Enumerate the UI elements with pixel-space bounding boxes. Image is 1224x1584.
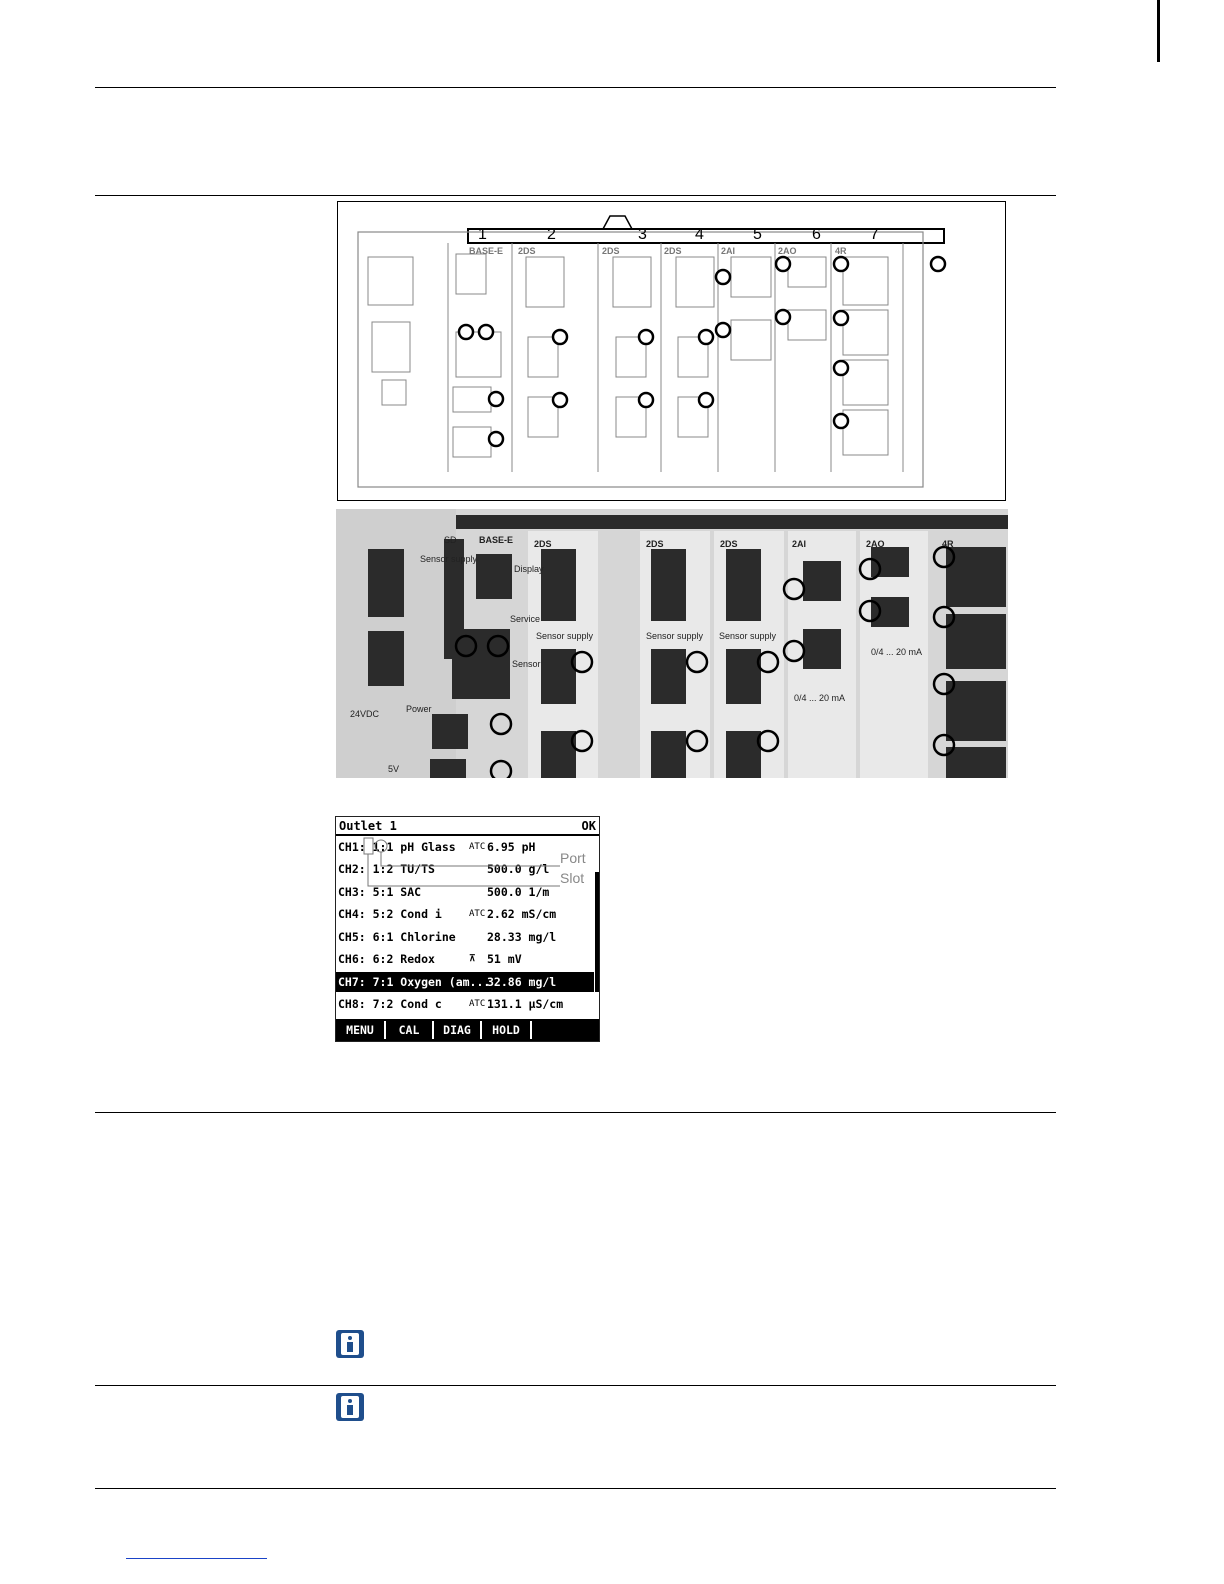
module-label: 2AO (778, 246, 797, 256)
module-label: 4R (835, 246, 847, 256)
atc-indicator: ATC (469, 909, 486, 919)
channel-label: CH6: 6:2 Redox (338, 952, 435, 966)
rule-line (95, 87, 1056, 88)
atc-indicator: ATC (469, 842, 486, 852)
module-label: 2DS (720, 539, 738, 549)
hold-icon: ⊼ (469, 954, 476, 964)
channel-label: CH8: 7:2 Cond c (338, 997, 442, 1011)
module-schematic (337, 201, 1006, 501)
sd-label: SD (444, 535, 457, 545)
ok-indicator: OK (581, 819, 596, 833)
atc-indicator: ATC (469, 999, 486, 1009)
photo-drawing (336, 509, 1008, 778)
base-module-label: BASE-E (479, 535, 514, 545)
module-label: 2DS (646, 539, 664, 549)
service-port-label: Service (510, 614, 541, 624)
channel-value: 500.0 1/m (487, 885, 550, 899)
channel-value: 131.1 µS/cm (487, 997, 564, 1011)
sensor-supply-label: Sensor supply (420, 554, 478, 564)
channel-label: CH5: 6:1 Chlorine (338, 930, 456, 944)
hold-softkey[interactable]: HOLD (492, 1023, 520, 1037)
slot-number: 2 (547, 226, 556, 243)
slot-number: 7 (870, 226, 879, 243)
channel-value: 28.33 mg/l (487, 930, 557, 944)
module-label: BASE-E (469, 246, 504, 256)
channel-value: 500.0 g/l (487, 862, 550, 876)
rule-line (95, 1112, 1056, 1113)
sensor-supply-label: Sensor supply (646, 631, 704, 641)
module-label: 2AI (792, 539, 807, 549)
slot-number: 1 (478, 226, 487, 243)
channel-value: 2.62 mS/cm (487, 907, 557, 921)
module-label: 4R (942, 539, 954, 549)
channel-value: 6.95 pH (487, 840, 536, 854)
channel-value: 51 mV (487, 952, 522, 966)
change-bar (1157, 0, 1160, 62)
module-label: 2AO (866, 539, 885, 549)
cal-softkey[interactable]: CAL (398, 1023, 420, 1037)
slot-annotation: Slot (560, 870, 585, 886)
channel-label: CH3: 5:1 SAC (338, 885, 422, 899)
info-icon (336, 1330, 364, 1358)
power-label: Power (406, 704, 432, 714)
port-slot-callout (360, 836, 600, 896)
sensor-supply-label: Sensor supply (719, 631, 777, 641)
module-label: 2AI (721, 246, 736, 256)
info-icon (336, 1393, 364, 1421)
module-label: 2DS (664, 246, 682, 256)
softkey-bar (336, 1019, 599, 1041)
rule-line (95, 195, 1056, 196)
rule-line (95, 1488, 1056, 1489)
channel-row[interactable] (336, 949, 594, 969)
channel-row[interactable] (336, 927, 594, 947)
range-label: 0/4 ... 20 mA (871, 647, 923, 657)
voltage-label: 24VDC (350, 709, 380, 719)
channel-label: CH4: 5:2 Cond i (338, 907, 442, 921)
channel-row[interactable] (336, 904, 594, 924)
channel-label: CH1: 1:1 pH Glass (338, 840, 456, 854)
rule-line (95, 1385, 1056, 1386)
channel-label: CH7: 7:1 Oxygen (am... (338, 975, 491, 989)
footer-link-underline[interactable] (126, 1558, 267, 1559)
voltage-5v-label: 5V (388, 764, 400, 774)
sensor-label: Sensor (512, 659, 541, 669)
screen-title: Outlet 1 (339, 819, 397, 833)
display-port-label: Display (514, 564, 544, 574)
slot-number: 3 (638, 226, 647, 243)
channel-label: CH2: 1:2 TU/TS (338, 862, 435, 876)
slot-number: 4 (695, 226, 704, 243)
channel-value: 32.86 mg/l (487, 975, 557, 989)
channel-row-selected[interactable] (336, 972, 594, 992)
module-label: 2DS (602, 246, 620, 256)
diag-softkey[interactable]: DIAG (443, 1023, 471, 1037)
empty-softkey[interactable] (532, 1019, 598, 1041)
module-label: 2DS (534, 539, 552, 549)
module-photo (336, 509, 1008, 778)
menu-softkey[interactable]: MENU (346, 1023, 374, 1037)
port-annotation: Port (560, 850, 586, 866)
range-label: 0/4 ... 20 mA (794, 693, 846, 703)
slot-number: 5 (753, 226, 762, 243)
channel-row[interactable] (336, 994, 594, 1014)
slot-number: 6 (812, 226, 821, 243)
sensor-supply-label: Sensor supply (536, 631, 594, 641)
module-label: 2DS (518, 246, 536, 256)
